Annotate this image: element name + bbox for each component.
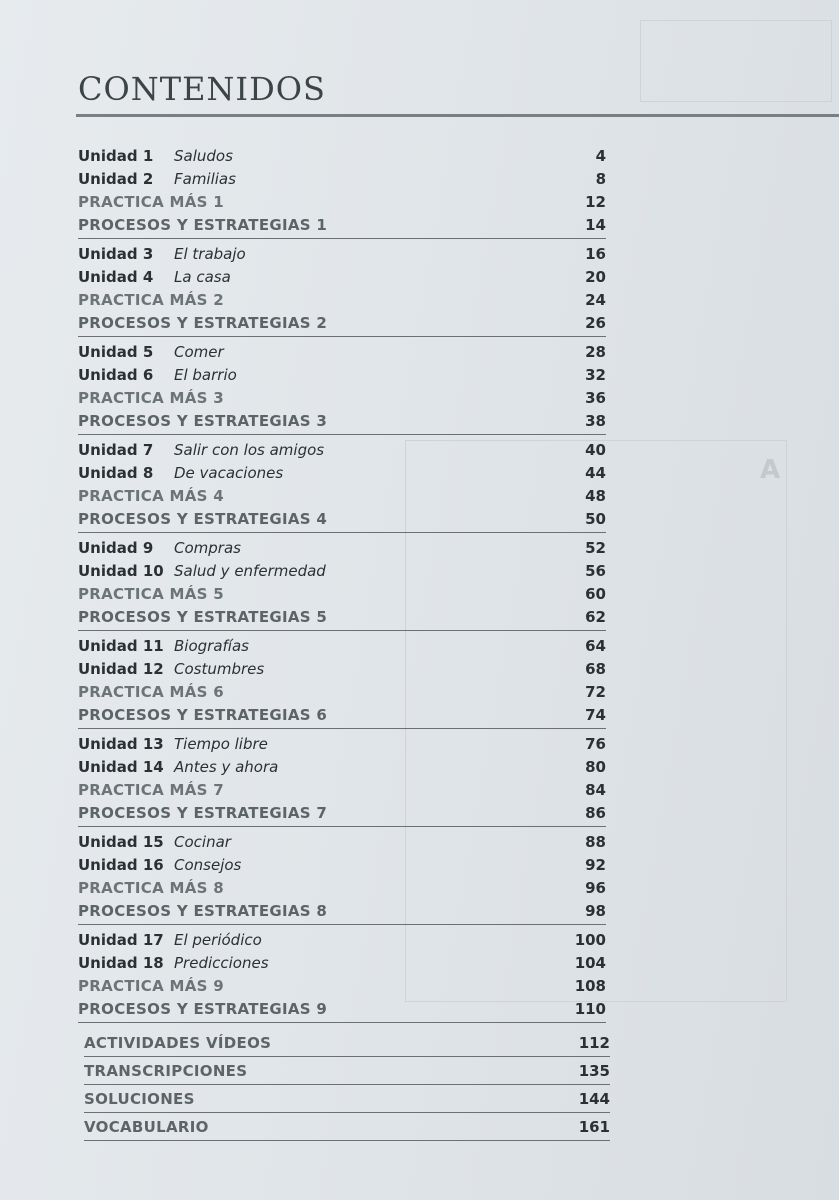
unit-label: Unidad 6	[78, 366, 154, 384]
appendix-row	[84, 1058, 610, 1085]
appendix-label: SOLUCIONES	[84, 1090, 195, 1108]
practice-label: PRACTICA MÁS 1	[78, 193, 225, 211]
page-number: 48	[585, 487, 606, 505]
page-number: 50	[585, 510, 606, 528]
unit-row	[78, 364, 606, 387]
page-number: 24	[585, 291, 606, 309]
page-number: 74	[585, 706, 606, 724]
page-number: 40	[585, 441, 606, 459]
page-number: 161	[578, 1118, 610, 1136]
strategies-label: PROCESOS Y ESTRATEGIAS 4	[78, 510, 328, 528]
strategies-label: PROCESOS Y ESTRATEGIAS 2	[78, 314, 328, 332]
unit-row	[78, 733, 606, 756]
page-number: 100	[574, 931, 606, 949]
unit-row	[78, 854, 606, 877]
practice-label: PRACTICA MÁS 6	[78, 683, 225, 701]
page-number: 108	[574, 977, 606, 995]
page-number: 104	[574, 954, 606, 972]
appendix-row	[84, 1030, 610, 1057]
page-number: 92	[585, 856, 606, 874]
unit-group	[78, 537, 606, 631]
unit-title: Saludos	[174, 147, 233, 165]
unit-label: Unidad 2	[78, 170, 154, 188]
unit-title: El barrio	[174, 366, 237, 384]
unit-label: Unidad 16	[78, 856, 164, 874]
page-number: 38	[585, 412, 606, 430]
unit-label: Unidad 4	[78, 268, 154, 286]
unit-group	[78, 733, 606, 827]
practice-label: PRACTICA MÁS 7	[78, 781, 225, 799]
page-number: 64	[585, 637, 606, 655]
unit-label: Unidad 7	[78, 441, 154, 459]
strategies-label: PROCESOS Y ESTRATEGIAS 3	[78, 412, 328, 430]
unit-title: Costumbres	[174, 660, 265, 678]
unit-title: La casa	[174, 268, 231, 286]
practice-row	[78, 779, 606, 802]
strategies-row	[78, 214, 606, 237]
strategies-label: PROCESOS Y ESTRATEGIAS 8	[78, 902, 328, 920]
unit-title: Cocinar	[174, 833, 231, 851]
unit-row	[78, 756, 606, 779]
unit-label: Unidad 15	[78, 833, 164, 851]
page-number: 112	[578, 1034, 610, 1052]
page-number: 32	[585, 366, 606, 384]
unit-label: Unidad 9	[78, 539, 154, 557]
strategies-label: PROCESOS Y ESTRATEGIAS 7	[78, 804, 328, 822]
strategies-label: PROCESOS Y ESTRATEGIAS 9	[78, 1000, 328, 1018]
unit-row	[78, 560, 606, 583]
unit-row	[78, 145, 606, 168]
page-number: 4	[595, 147, 606, 165]
practice-row	[78, 485, 606, 508]
unit-title: Biografías	[174, 637, 249, 655]
unit-row	[78, 266, 606, 289]
practice-row	[78, 681, 606, 704]
page-number: 144	[578, 1090, 610, 1108]
unit-label: Unidad 10	[78, 562, 164, 580]
page-number: 12	[585, 193, 606, 211]
unit-row	[78, 658, 606, 681]
table-of-contents	[78, 145, 606, 1027]
unit-title: Familias	[174, 170, 236, 188]
appendix-row	[84, 1086, 610, 1113]
unit-label: Unidad 17	[78, 931, 164, 949]
page-number: 86	[585, 804, 606, 822]
page-title: CONTENIDOS	[78, 70, 326, 108]
page-number: 88	[585, 833, 606, 851]
page-number: 110	[574, 1000, 606, 1018]
strategies-row	[78, 704, 606, 727]
unit-row	[78, 243, 606, 266]
appendix-label: ACTIVIDADES VÍDEOS	[84, 1034, 272, 1052]
unit-title: Salir con los amigos	[174, 441, 325, 459]
unit-row	[78, 831, 606, 854]
appendix-label: TRANSCRIPCIONES	[84, 1062, 248, 1080]
page-number: 84	[585, 781, 606, 799]
unit-title: Antes y ahora	[174, 758, 279, 776]
practice-row	[78, 387, 606, 410]
unit-row	[78, 635, 606, 658]
unit-row	[78, 929, 606, 952]
practice-row	[78, 975, 606, 998]
practice-label: PRACTICA MÁS 3	[78, 389, 225, 407]
page-number: 96	[585, 879, 606, 897]
unit-group	[78, 439, 606, 533]
unit-group	[78, 243, 606, 337]
unit-title: El trabajo	[174, 245, 246, 263]
page-number: 44	[585, 464, 606, 482]
page-number: 98	[585, 902, 606, 920]
appendix-row	[84, 1114, 610, 1141]
unit-row	[78, 341, 606, 364]
unit-title: Compras	[174, 539, 241, 557]
unit-label: Unidad 14	[78, 758, 164, 776]
strategies-label: PROCESOS Y ESTRATEGIAS 6	[78, 706, 328, 724]
title-rule	[76, 114, 839, 117]
page-number: 36	[585, 389, 606, 407]
page-number: 72	[585, 683, 606, 701]
unit-row	[78, 168, 606, 191]
unit-label: Unidad 18	[78, 954, 164, 972]
page-number: 76	[585, 735, 606, 753]
unit-title: Consejos	[174, 856, 242, 874]
practice-label: PRACTICA MÁS 5	[78, 585, 225, 603]
unit-label: Unidad 1	[78, 147, 154, 165]
page-number: 14	[585, 216, 606, 234]
strategies-label: PROCESOS Y ESTRATEGIAS 1	[78, 216, 328, 234]
unit-group	[78, 929, 606, 1023]
unit-group	[78, 635, 606, 729]
unit-label: Unidad 13	[78, 735, 164, 753]
unit-label: Unidad 3	[78, 245, 154, 263]
page-number: 26	[585, 314, 606, 332]
page-number: 20	[585, 268, 606, 286]
strategies-row	[78, 508, 606, 531]
practice-row	[78, 583, 606, 606]
unit-label: Unidad 5	[78, 343, 154, 361]
unit-title: Tiempo libre	[174, 735, 268, 753]
practice-label: PRACTICA MÁS 2	[78, 291, 225, 309]
practice-row	[78, 877, 606, 900]
unit-title: Salud y enfermedad	[174, 562, 326, 580]
page-number: 28	[585, 343, 606, 361]
strategies-label: PROCESOS Y ESTRATEGIAS 5	[78, 608, 328, 626]
background-bleed-panel	[640, 20, 832, 102]
unit-label: Unidad 8	[78, 464, 154, 482]
unit-group	[78, 341, 606, 435]
strategies-row	[78, 606, 606, 629]
page-number: 16	[585, 245, 606, 263]
appendix-label: VOCABULARIO	[84, 1118, 209, 1136]
unit-group	[78, 831, 606, 925]
practice-row	[78, 289, 606, 312]
page-number: 68	[585, 660, 606, 678]
practice-label: PRACTICA MÁS 8	[78, 879, 225, 897]
unit-group	[78, 145, 606, 239]
unit-title: Comer	[174, 343, 224, 361]
practice-label: PRACTICA MÁS 9	[78, 977, 225, 995]
strategies-row	[78, 312, 606, 335]
practice-row	[78, 191, 606, 214]
strategies-row	[78, 900, 606, 923]
page-number: 8	[595, 170, 606, 188]
unit-label: Unidad 12	[78, 660, 164, 678]
background-bleed-mark: A	[760, 455, 781, 485]
unit-row	[78, 462, 606, 485]
unit-label: Unidad 11	[78, 637, 164, 655]
page-number: 56	[585, 562, 606, 580]
practice-label: PRACTICA MÁS 4	[78, 487, 225, 505]
unit-title: El periódico	[174, 931, 262, 949]
unit-title: De vacaciones	[174, 464, 284, 482]
page-number: 60	[585, 585, 606, 603]
strategies-row	[78, 998, 606, 1021]
unit-row	[78, 537, 606, 560]
appendix-list	[84, 1030, 610, 1142]
unit-row	[78, 952, 606, 975]
unit-title: Predicciones	[174, 954, 269, 972]
strategies-row	[78, 802, 606, 825]
page-number: 135	[578, 1062, 610, 1080]
strategies-row	[78, 410, 606, 433]
page-number: 52	[585, 539, 606, 557]
unit-row	[78, 439, 606, 462]
page-number: 80	[585, 758, 606, 776]
page-number: 62	[585, 608, 606, 626]
